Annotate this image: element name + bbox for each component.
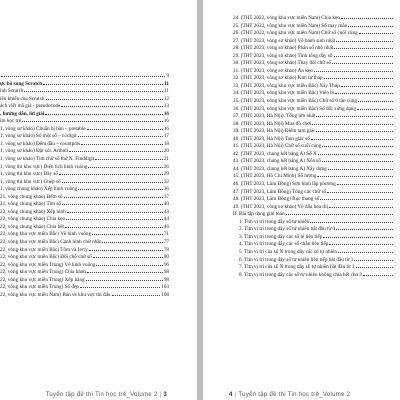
toc-entry-label: 1, vòng sơ khảo) Đặt sói. Artbull <box>0 148 69 155</box>
toc-leader-dots <box>332 59 393 64</box>
toc-page-number: 9 <box>166 73 169 79</box>
toc-entry[interactable] <box>0 132 197 140</box>
toc-entry-label: 34. (THT 2023, vòng khu vực miền Bắc) Viên bi <box>233 90 335 97</box>
toc-leader-dots <box>328 165 393 170</box>
toc-leader-dots <box>336 37 393 42</box>
toc-entry-label: 31. (THT 2023, vòng sơ khảo) Ăn kẹo <box>233 67 313 74</box>
toc-entry[interactable] <box>203 248 400 256</box>
toc-entry-label: 1, vòng sơ khảo) Tìm chữ số thứ N. Finddigit <box>0 156 95 163</box>
toc-entry[interactable] <box>203 127 400 135</box>
toc-leader-dots <box>320 195 393 200</box>
toc-entry-label: 42. (THT 2023, chung kết bảng A) Số X <box>233 150 317 157</box>
toc-entry[interactable] <box>0 268 197 276</box>
toc-page-number: 78 <box>163 246 169 253</box>
toc-entry[interactable] <box>203 29 400 37</box>
toc-leader-dots <box>61 102 162 107</box>
toc-page-number: 96 <box>163 261 169 268</box>
toc-page-number: 43 <box>163 208 169 215</box>
toc-page-number: 16 <box>163 110 169 117</box>
page-number: 4 <box>229 392 233 398</box>
toc-entry-label: 47. (THT 2023, Lâm Đồng) Tổng các chữ số <box>233 188 327 195</box>
toc-entry-label: 1, vòng thi khu vực) Diện tích hình vuông <box>0 163 88 170</box>
toc-entry-label: 1, vòng thi khu vực) Dãy số <box>0 171 58 178</box>
toc-leader-dots <box>348 22 393 27</box>
toc-entry-label: ình Scratch <box>0 88 24 95</box>
toc-entry-label: 38. (THT 2023, Hà Nội) Mua đồ chơi <box>233 120 312 127</box>
toc-leader-dots <box>286 210 393 215</box>
toc-entry[interactable] <box>203 105 400 113</box>
toc-entry[interactable] <box>203 44 400 52</box>
toc-entry-label: 1, vòng thi khu vực) Ghép số <box>0 178 61 185</box>
toc-leader-dots <box>317 172 393 177</box>
toc-entry[interactable] <box>0 170 197 178</box>
toc-entry[interactable] <box>0 238 197 246</box>
toc-leader-dots <box>80 283 160 288</box>
toc-page-number: 18 <box>163 140 169 147</box>
toc-entry-label: 1, vòng chung khảo) Xếp hình vuông <box>0 186 78 193</box>
toc-page-number: 98 <box>163 269 169 276</box>
toc-leader-dots <box>329 240 393 245</box>
toc-entry[interactable] <box>0 185 197 193</box>
left-page <box>0 0 197 400</box>
toc-entry[interactable] <box>0 95 197 103</box>
right-page <box>203 0 400 400</box>
toc-leader-dots <box>314 67 393 72</box>
toc-leader-dots <box>337 180 393 185</box>
toc-entry-label: ìm học trẻ <box>0 118 22 125</box>
toc-entry[interactable] <box>0 178 197 186</box>
toc-leader-dots <box>335 89 393 94</box>
toc-leader-dots <box>86 276 163 281</box>
toc-entry-label: 7. Tìm vị trí của số N trong dãy số tự nhiên bắt đầu từ 1 <box>239 264 355 271</box>
toc-entry[interactable] <box>0 80 197 88</box>
toc-entry[interactable] <box>203 180 400 188</box>
toc-page-number: 98 <box>163 276 169 283</box>
toc-entry[interactable] <box>203 112 400 120</box>
toc-entry-label: 22, vòng khu vực miền Bắc) Tôm và Jerry <box>0 246 88 253</box>
toc-page-number: 11 <box>164 88 169 95</box>
toc-entry-label: 1, vòng sơ khảo) Chuẩn bị bàn – pretable <box>0 125 86 132</box>
toc-entry[interactable] <box>203 52 400 60</box>
toc-leader-dots <box>318 150 393 155</box>
toc-entry-label: 43. (THT 2023, chung kết bảng A) Xóa số <box>233 158 321 165</box>
toc-entry[interactable] <box>203 74 400 82</box>
toc-entry[interactable] <box>203 14 400 22</box>
toc-entry[interactable] <box>0 223 197 231</box>
table-of-contents-left <box>0 72 197 298</box>
page-footer-right <box>229 392 350 398</box>
toc-entry-label: 22, vòng chung khảo) Chia kẹo <box>0 216 66 223</box>
toc-entry-label: 22, vòng khu vực miền Trung) Vẽ hình vuông <box>0 261 96 268</box>
toc-page-number: 36 <box>163 186 169 193</box>
toc-entry-label: 46. (THT 2023, Lâm Đồng) Sơn hình lập phương <box>233 181 336 188</box>
toc-entry-label: 4. Tìm vị trí trong dãy các số chẵn liên tiếp <box>239 241 329 248</box>
toc-entry[interactable] <box>0 246 197 254</box>
toc-leader-dots <box>359 29 393 34</box>
toc-page-number: 16 <box>163 125 169 132</box>
toc-page-number: 17 <box>163 133 169 140</box>
toc-entry-label: 22, vòng chung khảo) Xếp hình <box>0 208 66 215</box>
toc-entry-label: 21, vòng chung khảo) Tìm số <box>0 201 61 208</box>
toc-entry[interactable] <box>0 110 197 118</box>
toc-leader-dots <box>357 105 393 110</box>
toc-page-number: 16 <box>163 118 169 125</box>
toc-entry[interactable] <box>0 147 197 155</box>
toc-leader-dots <box>92 230 163 235</box>
toc-page-number: 26 <box>163 163 169 170</box>
toc-entry[interactable] <box>203 225 400 233</box>
toc-entry[interactable] <box>203 210 400 218</box>
toc-page-number: 44 <box>163 216 169 223</box>
toc-leader-dots <box>43 80 163 85</box>
toc-entry[interactable] <box>203 150 400 158</box>
toc-leader-dots <box>81 140 163 145</box>
toc-entry-label: 22, vòng khu vực miền Trung) Số đẹp <box>0 284 79 291</box>
toc-leader-dots <box>62 200 163 205</box>
toc-page-number: 40 <box>163 201 169 208</box>
toc-entry-label: 3. Tìm vị trí trong dãy các số lẻ liên tiếp <box>239 233 323 240</box>
toc-leader-dots <box>334 44 393 49</box>
toc-leader-dots <box>322 142 393 147</box>
toc-entry-label: ách viết mã giả - pseudocode <box>0 103 61 110</box>
toc-entry[interactable] <box>203 165 400 173</box>
toc-entry-label: 29. (THT 2023, vòng sơ khảo) Tính tổng dãy số <box>233 52 333 59</box>
page-number: 3 <box>163 392 167 398</box>
toc-entry-label: 22, vòng khu vực miền Bắc) Vẽ hình vuông <box>0 231 92 238</box>
toc-leader-dots <box>327 188 393 193</box>
toc-leader-dots <box>102 238 163 243</box>
toc-entry[interactable] <box>203 233 400 241</box>
toc-leader-dots <box>322 157 393 162</box>
toc-entry[interactable] <box>0 140 197 148</box>
toc-entry-label: 32. (THT 2023, vòng sơ khảo) Kim tự tháp <box>233 75 323 82</box>
toc-page-number: 37 <box>163 193 169 200</box>
toc-leader-dots <box>62 178 163 183</box>
toc-entry-label: 25. (THT 2022, vòng khu vực miền Nam) Số may mắn <box>233 22 348 29</box>
toc-entry-label: 35. (THT 2023, vòng khu vực miền Bắc) Chữ số 0 tận cùng <box>233 98 357 105</box>
toc-page-number: 80 <box>163 254 169 261</box>
toc-leader-dots <box>67 208 163 213</box>
toc-entry[interactable] <box>0 163 197 171</box>
toc-leader-dots <box>354 256 393 261</box>
toc-page-number: 32 <box>163 178 169 185</box>
toc-entry[interactable] <box>203 157 400 165</box>
toc-page-number: 46 <box>163 223 169 230</box>
toc-entry-label: 1. Tìm vị trí trong dãy số tự nhiên <box>239 218 310 225</box>
toc-entry-label: 49. (THT 2023, vòng sơ khảo) Vẽ dấu hoa thị <box>233 203 328 210</box>
toc-leader-dots <box>356 263 393 268</box>
toc-leader-dots <box>1 72 165 77</box>
toc-entry[interactable] <box>0 215 197 223</box>
toc-entry-label: 6. Tìm vị trí trong dãy số tự nhiên liên tiếp bắt đầu từ 1 <box>239 256 354 263</box>
toc-entry[interactable] <box>0 230 197 238</box>
toc-leader-dots <box>69 147 163 152</box>
toc-entry-label: 21, vòng chung khảo) Đếm số <box>0 193 63 200</box>
toc-leader-dots <box>66 215 163 220</box>
toc-entry[interactable] <box>203 89 400 97</box>
toc-leader-dots <box>316 127 393 132</box>
toc-entry[interactable] <box>203 195 400 203</box>
toc-entry-label: 22, vòng khu vực miền Trung) Xếp hàng <box>0 276 85 283</box>
toc-entry[interactable] <box>203 97 400 105</box>
toc-entry-label: 36. (THT 2023, vòng khu vực miền Bắc) Số đối xứng dạng <box>233 105 356 112</box>
toc-entry[interactable] <box>0 200 197 208</box>
toc-leader-dots <box>78 132 163 137</box>
table-of-contents-right <box>203 14 400 278</box>
toc-entry[interactable] <box>203 188 400 196</box>
toc-entry[interactable] <box>203 59 400 67</box>
toc-leader-dots <box>87 268 163 273</box>
toc-entry-label: 22, vòng khu vực miền Bắc) Cạnh hình chữ nhật <box>0 239 101 246</box>
toc-entry[interactable] <box>0 125 197 133</box>
toc-leader-dots <box>93 253 163 258</box>
toc-entry[interactable] <box>203 263 400 271</box>
toc-leader-dots <box>341 82 393 87</box>
toc-entry-label: 45. (THT 2023, Hồ Chí Minh) Số lượng <box>233 173 317 180</box>
toc-leader-dots <box>336 225 393 230</box>
toc-entry[interactable] <box>0 155 197 163</box>
toc-entry-label: 37. (THT 2023, Hà Nội). Tổng lớn nhất <box>233 113 316 120</box>
toc-entry[interactable] <box>203 82 400 90</box>
toc-entry[interactable] <box>0 261 197 269</box>
toc-entry[interactable] <box>203 218 400 226</box>
page-footer-left <box>46 392 167 398</box>
toc-entry-label: 40. (THT 2023, Hà Nội) Tam giác số <box>233 135 310 142</box>
toc-entry[interactable] <box>203 120 400 128</box>
toc-leader-dots <box>310 218 393 223</box>
toc-entry-label: 41. (THT 2023, Hà Nội) Chữ số cuối cùng <box>233 143 322 150</box>
toc-leader-dots <box>323 233 393 238</box>
toc-entry[interactable] <box>203 172 400 180</box>
toc-page-number: 21 <box>163 156 169 163</box>
toc-leader-dots <box>89 246 163 251</box>
toc-leader-dots <box>341 14 393 19</box>
toc-entry-label: 22, vòng khu vực miền Trung) Chia hành <box>0 269 86 276</box>
toc-page-number: 77 <box>163 239 169 246</box>
toc-page-number: 71 <box>163 231 169 238</box>
toc-entry-label: 33. (THT 2023, vòng khu vực miền Bắc) Xây Tháp <box>233 82 340 89</box>
toc-leader-dots <box>329 203 393 208</box>
toc-entry-label: 2. Tìm vị trí trong dãy số tự nhiên bắt đầu từ 0 <box>239 226 336 233</box>
toc-entry[interactable] <box>203 142 400 150</box>
toc-leader-dots <box>65 223 163 228</box>
toc-leader-dots <box>96 261 162 266</box>
toc-entry-label: , hướng dẫn, lời giải <box>0 110 45 117</box>
toc-page-number: 20 <box>163 148 169 155</box>
toc-entry[interactable] <box>0 291 197 299</box>
toc-entry[interactable] <box>203 37 400 45</box>
toc-leader-dots <box>312 120 393 125</box>
toc-leader-dots <box>78 185 162 190</box>
toc-entry[interactable] <box>203 256 400 264</box>
toc-entry-label: 39. (THT 2023, Hà Nội) Điểm tam giác <box>233 128 316 135</box>
toc-page-number: 108 <box>161 291 169 298</box>
toc-entry-label: 44. (THT 2023, chung kết bảng A) Xây dựng <box>233 165 327 172</box>
toc-entry[interactable] <box>0 253 197 261</box>
toc-entry-label: ực bổ sung Scratch <box>0 80 43 87</box>
toc-entry[interactable] <box>0 276 197 284</box>
toc-entry-label: B. Bài tập dạng giải toán <box>233 211 285 218</box>
toc-leader-dots <box>59 170 163 175</box>
toc-leader-dots <box>45 110 162 115</box>
toc-leader-dots <box>24 87 163 92</box>
toc-entry[interactable] <box>0 102 197 110</box>
toc-entry[interactable] <box>203 22 400 30</box>
toc-entry-label: 22, vòng chung khảo) Chia hết <box>0 223 64 230</box>
toc-page-number: 103 <box>161 284 169 291</box>
toc-entry-label: 8. Tìm vị trí trong dãy các số tự nhiên không chia hết cho 3 <box>239 271 363 278</box>
toc-entry-label: iều khiển của Scratch <box>0 95 45 102</box>
toc-entry[interactable] <box>0 117 197 125</box>
toc-entry-label: 24. (THT 2022, vòng khu vực miền Nam) Chia kẹo <box>233 15 340 21</box>
toc-page-number: 29 <box>163 171 169 178</box>
toc-page-number: 12 <box>163 95 169 102</box>
toc-leader-dots <box>358 97 393 102</box>
toc-entry-label: 22, vòng khu vực miền Bắc) Đổi chỗ chữ số <box>0 254 92 261</box>
toc-leader-dots <box>46 95 163 100</box>
toc-entry-label: 48. (THT 2023, Lâm Đồng) Bục thang số <box>233 196 320 203</box>
toc-entry[interactable] <box>203 271 400 279</box>
toc-page-number: 13 <box>163 103 169 110</box>
toc-entry[interactable] <box>203 240 400 248</box>
toc-entry[interactable] <box>0 72 197 80</box>
toc-entry-label: 22, vòng khu vực miền Nam) Bán vé khu vực thi đấu <box>0 291 111 298</box>
toc-leader-dots <box>64 193 163 198</box>
footer-title: Tuyển tập đề thi Tin học trẻ_Volume 2 <box>45 392 158 398</box>
toc-entry-label: 30. (THT 2023, vòng sơ khảo) Thay đổi chữ số <box>233 60 332 67</box>
toc-entry[interactable] <box>0 87 197 95</box>
toc-leader-dots <box>311 135 393 140</box>
toc-entry-label: 1, vòng sơ khảo) Số một số – n1digit <box>0 133 77 140</box>
toc-leader-dots <box>363 271 393 276</box>
toc-entry-label: 27. (THT 2023, vòng sơ khảo) Vẽ bánh sinh nhật <box>233 37 336 44</box>
toc-leader-dots <box>22 117 163 122</box>
toc-leader-dots <box>316 112 393 117</box>
footer-separator: | <box>159 392 162 398</box>
toc-entry[interactable] <box>0 283 197 291</box>
toc-leader-dots <box>95 155 163 160</box>
toc-entry-label: 5. Tìm vị trí của số N trong dãy các số tự nhiên <box>239 248 337 255</box>
toc-entry-label: 28. (THT 2023, vòng sơ khảo) Phân số nhỏ nhất <box>233 45 334 52</box>
toc-entry[interactable] <box>0 193 197 201</box>
toc-entry[interactable] <box>203 135 400 143</box>
toc-entry[interactable] <box>203 203 400 211</box>
toc-leader-dots <box>338 248 393 253</box>
toc-leader-dots <box>334 52 393 57</box>
toc-leader-dots <box>87 125 163 130</box>
toc-entry-label: 26. (THT 2022, vòng khu vực miền Nam) Chữ số cuối cùng <box>233 30 358 37</box>
toc-leader-dots <box>88 163 162 168</box>
toc-leader-dots <box>324 74 393 79</box>
toc-leader-dots <box>112 291 161 296</box>
toc-entry[interactable] <box>0 208 197 216</box>
toc-page-number: 11 <box>164 80 169 87</box>
footer-title: Tuyển tập đề thi Tin học trẻ_Volume 2 <box>238 392 351 398</box>
toc-entry[interactable] <box>203 67 400 75</box>
toc-entry-label: 1, vòng sơ khảo) Đếm đầu – countpots <box>0 140 81 147</box>
footer-separator: | <box>234 392 237 398</box>
